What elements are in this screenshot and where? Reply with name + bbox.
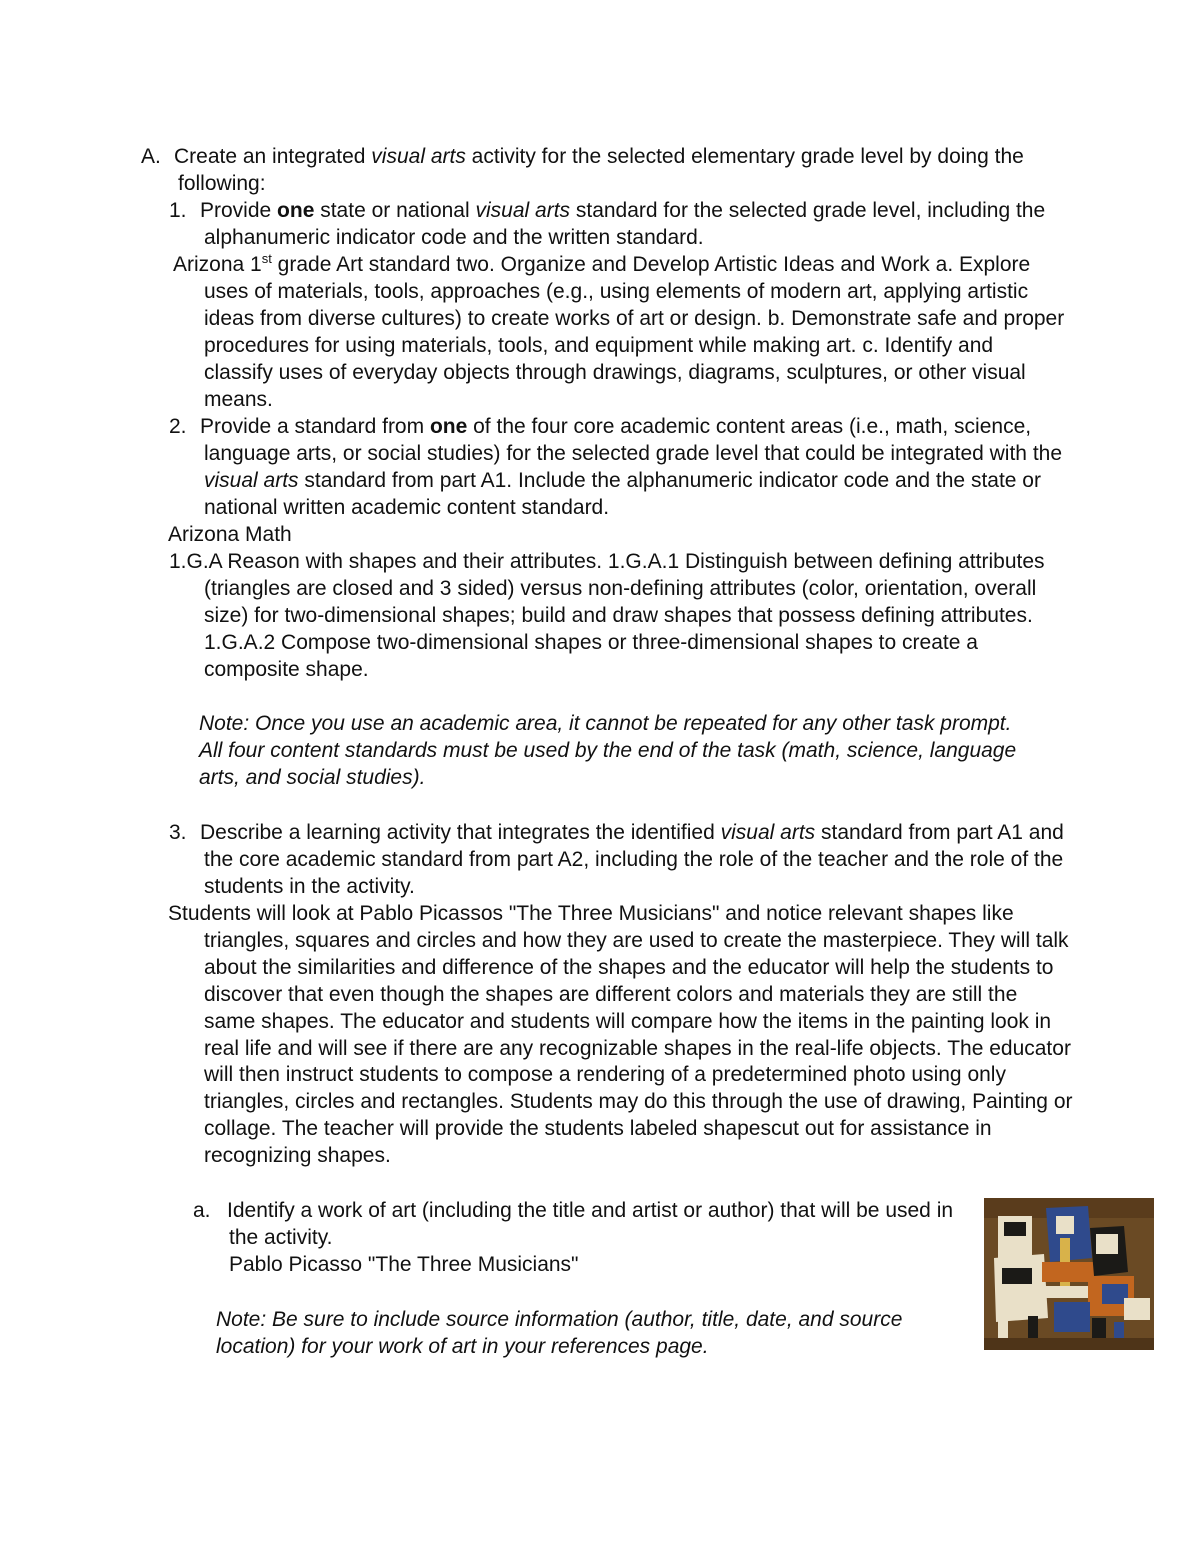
item-1 bbox=[169, 198, 1064, 252]
answer-2: 1.G.A Reason with shapes and their attributes. 1.G.A.1 Distinguish between defining attributes (triangles are closed and 3 sided) versus non-defining attributes (color, orientation, overall size) for two-dimensional shapes; build and draw shapes that possess defining attributes. 1.G.A.2 Compose two-dimensional shapes or three-dimensional shapes to create a composite shape. bbox=[169, 550, 1045, 681]
item-3-text: Describe a learning activity that integrates the identified visual arts standard from part A1 and the core academic standard from part A2, including the role of the teacher and the role of the students in the activity. bbox=[200, 821, 1064, 898]
answer-1: Arizona 1st grade Art standard two. Organize and Develop Artistic Ideas and Work a. Explore uses of materials, tools, approaches (e.g., using elements of modern art, applying artistic ideas from diverse cultures) to create works of art or design. b. Demonstrate safe and proper procedures for using materials, tools, and equipment while making art. c. Identify and classify uses of everyday objects through drawings, diagrams, sculptures, or other visual means. bbox=[173, 251, 1065, 411]
item-2 bbox=[169, 414, 1064, 522]
answer-2-heading: Arizona Math bbox=[168, 523, 292, 546]
item-a bbox=[193, 1198, 974, 1279]
item-1-text: Provide one state or national visual arts standard for the selected grade level, including the alphanumeric indicator code and the written standard. bbox=[200, 199, 1046, 249]
item-2-marker: 2. bbox=[169, 415, 187, 438]
note-1: Note: Once you use an academic area, it cannot be repeated for any other task prompt. All four content standards must be used by the end of the task (math, science, language arts, and social studies). bbox=[199, 712, 1017, 789]
item-a-answer: Pablo Picasso "The Three Musicians" bbox=[229, 1252, 579, 1276]
item-a-marker: a. bbox=[193, 1199, 211, 1222]
item-2-text: Provide a standard from one of the four core academic content areas (i.e., math, science, language arts, or social studies) for the selected grade level that could be integrated with the visual arts standard from part A1. Include the alphanumeric indicator code and the state or national written academic content standard. bbox=[200, 415, 1063, 519]
section-a-text: Create an integrated visual arts activity for the selected elementary grade level by doing the following: bbox=[174, 145, 1024, 195]
item-a-text: Identify a work of art (including the title and artist or author) that will be used in the activity. bbox=[227, 1199, 954, 1249]
three-musicians-painting-image bbox=[984, 1198, 1154, 1350]
item-3 bbox=[169, 820, 1064, 901]
painting-illustration bbox=[984, 1198, 1154, 1350]
section-a bbox=[141, 144, 1058, 198]
item-1-marker: 1. bbox=[169, 199, 187, 222]
item-3-marker: 3. bbox=[169, 821, 187, 844]
answer-3: Students will look at Pablo Picassos "The Three Musicians" and notice relevant shapes like triangles, squares and circles and how they are used to create the masterpiece. They will talk about the similarities and difference of the shapes and the educator will help the students to discover that even though the shapes are different colors and materials they are still the same shapes. The educator and students will compare how the items in the painting look in real life and will see if there are any recognizable shapes in the real-life objects. The educator will then instruct students to compose a rendering of a predetermined photo using only triangles, circles and rectangles. Students may do this through the use of drawing, Painting or collage. The teacher will provide the students labeled shapescut out for assistance in recognizing shapes. bbox=[168, 902, 1073, 1168]
note-2: Note: Be sure to include source information (author, title, date, and source location) for your work of art in your references page. bbox=[216, 1308, 903, 1358]
section-a-marker: A. bbox=[141, 145, 161, 168]
